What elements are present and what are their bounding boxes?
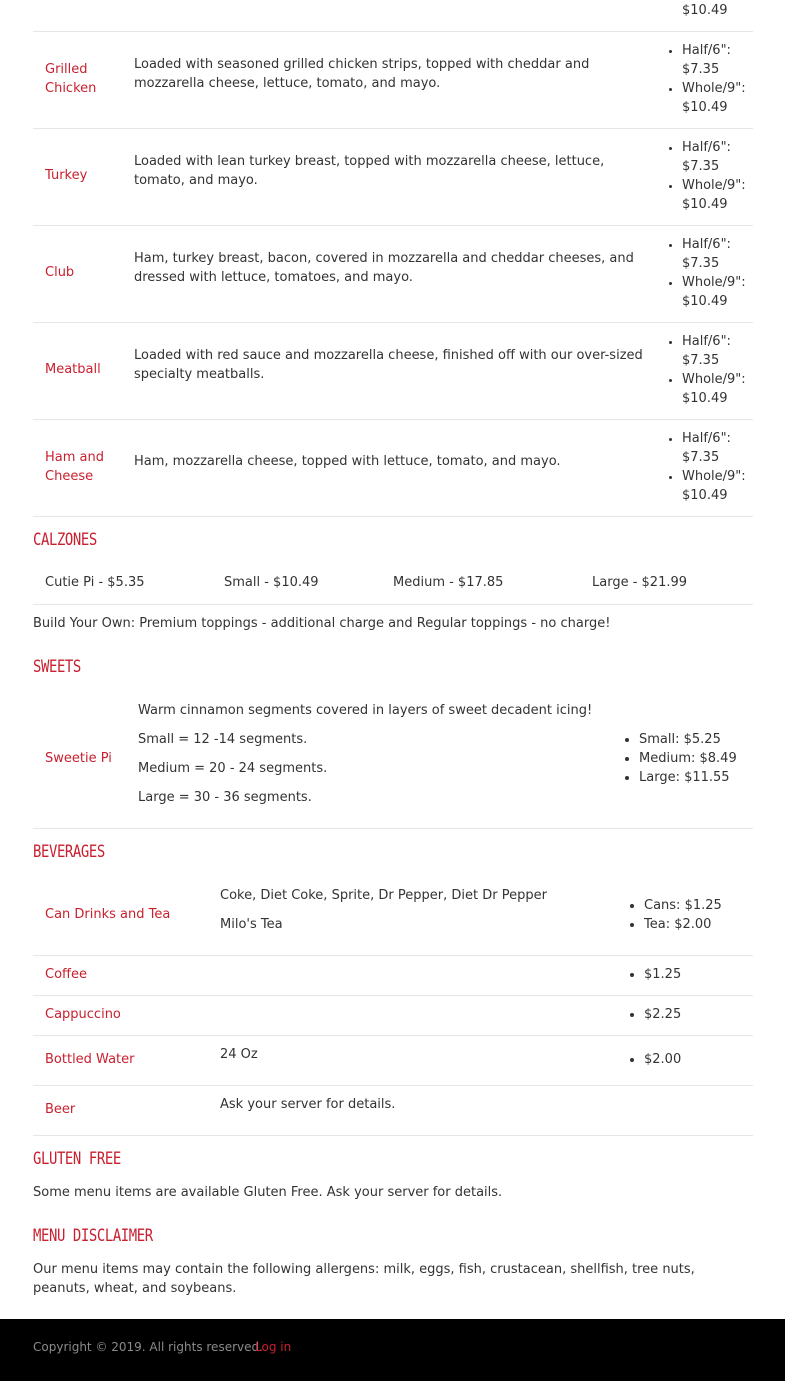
calzone-note: Build Your Own: Premium toppings - additional charge and Regular toppings - no charge! [33,616,611,631]
sandwich-row [33,226,753,323]
item-description-line: Small = 12 -14 segments. [138,732,308,747]
item-description-line: Coke, Diet Coke, Sprite, Dr Pepper, Diet Dr Pepper [220,888,547,903]
item-description: Ham, turkey breast, bacon, covered in mozzarella and cheddar cheeses, and dressed with lettuce, tomatoes, and mayo. [134,251,634,285]
item-description-line: Medium = 20 - 24 segments. [138,761,328,776]
calzone-size: Large - $21.99 [592,575,688,590]
calzones-heading: CALZONES [33,530,97,550]
price-half: • Half/6": $7.35 [682,332,752,370]
price-half: • Half/6": $7.35 [682,235,752,273]
sandwich-row [33,129,753,226]
price-list [639,730,737,787]
beverages-heading: BEVERAGES [33,842,105,862]
price: • $2.00 [644,1050,681,1069]
price-list [682,138,752,214]
price-list [644,1005,681,1024]
item-name[interactable]: Sweetie Pi [45,751,112,766]
price-whole: • Whole/9": $10.49 [682,79,752,117]
price-list [682,429,752,505]
price: • $1.25 [644,965,681,984]
price-small: • Small: $5.25 [639,730,737,749]
beverage-row [33,1036,753,1086]
copyright-text: Copyright © 2019. All rights reserved. [33,1340,263,1354]
item-description: Ham, mozzarella cheese, topped with lettuce, tomato, and mayo. [134,454,561,469]
item-name[interactable]: Meatball [45,362,101,377]
item-name[interactable]: Beer [45,1102,76,1117]
item-description: Loaded with lean turkey breast, topped with mozzarella cheese, lettuce, tomato, and mayo. [134,154,605,188]
item-name[interactable]: Club [45,265,75,280]
price-half: • Half/6": $7.35 [682,138,752,176]
item-name[interactable]: Ham and Cheese [45,450,104,484]
item-name[interactable]: Bottled Water [45,1052,135,1067]
item-description: Loaded with seasoned grilled chicken strips, topped with cheddar and mozzarella cheese, lettuce, tomato, and mayo. [134,57,590,91]
calzone-size: Cutie Pi - $5.35 [45,575,145,590]
item-description-line: Large = 30 - 36 segments. [138,790,312,805]
sandwich-row-partial [33,0,753,32]
item-name[interactable]: Coffee [45,967,87,982]
item-name[interactable]: Can Drinks and Tea [45,907,171,922]
calzone-sizes-row [33,564,753,605]
beverage-row [33,1086,753,1136]
item-name[interactable]: Cappuccino [45,1007,121,1022]
sandwich-row [33,323,753,420]
price-list [682,235,752,311]
price-half: • Half/6": $7.35 [682,41,752,79]
footer [0,1319,785,1381]
beverage-row [33,956,753,996]
price-cans: • Cans: $1.25 [644,896,722,915]
gluten-free-text: Some menu items are available Gluten Free. Ask your server for details. [33,1185,503,1200]
disclaimer-heading: MENU DISCLAIMER [33,1226,153,1246]
item-description-line: Milo's Tea [220,917,283,932]
calzone-size: Medium - $17.85 [393,575,504,590]
price-whole: • Whole/9": $10.49 [682,467,752,505]
item-description: Ask your server for details. [220,1097,396,1112]
price-tea: • Tea: $2.00 [644,915,722,934]
calzone-size: Small - $10.49 [224,575,319,590]
login-link[interactable]: Log in [255,1340,292,1354]
price-list [682,41,752,117]
sandwich-row [33,32,753,129]
price-whole: • Whole/9": $10.49 [682,176,752,214]
sweets-heading: SWEETS [33,657,81,677]
beverage-row [33,876,753,956]
price-half: • Half/6": $7.35 [682,429,752,467]
price-whole: • Whole/9": $10.49 [682,370,752,408]
price-list [644,965,681,984]
sandwich-row [33,420,753,517]
item-description-line: Warm cinnamon segments covered in layers of sweet decadent icing! [138,703,593,718]
price-list [682,332,752,408]
price-list [644,1050,681,1069]
price-large: • Large: $11.55 [639,768,737,787]
price-list [644,896,722,934]
item-name[interactable]: Turkey [45,168,88,183]
item-name[interactable]: Grilled Chicken [45,62,97,96]
disclaimer-text: Our menu items may contain the following allergens: milk, eggs, fish, crustacean, shellfish, tree nuts, peanuts, wheat, and soybeans. [33,1262,695,1296]
item-description: 24 Oz [220,1047,258,1062]
price-medium: • Medium: $8.49 [639,749,737,768]
sweets-row [33,690,753,829]
price-whole: • Whole/9": $10.49 [682,273,752,311]
beverage-row [33,996,753,1036]
price: • $2.25 [644,1005,681,1024]
gluten-free-heading: GLUTEN FREE [33,1149,121,1169]
item-description: Loaded with red sauce and mozzarella cheese, finished off with our over-sized specialty meatballs. [134,348,643,382]
price-whole: $10.49 [682,3,728,18]
